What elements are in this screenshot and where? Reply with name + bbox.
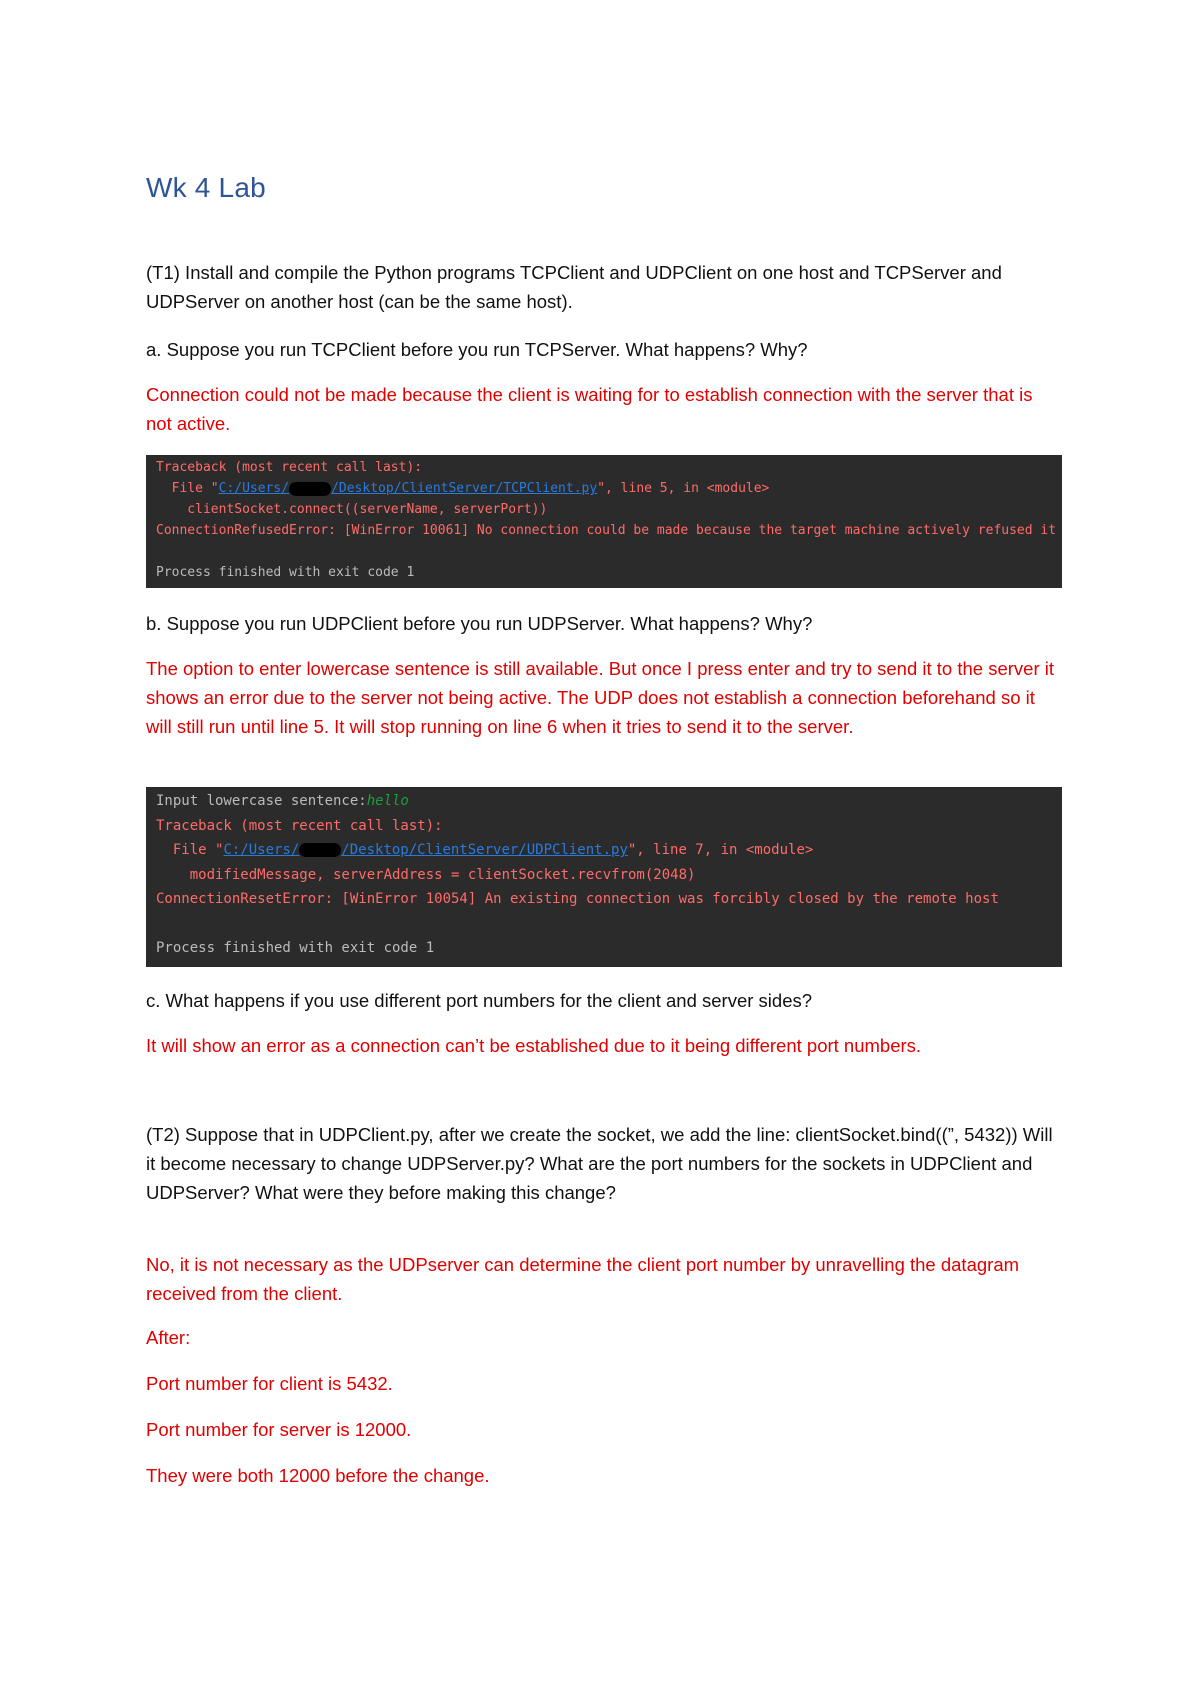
terminal-line: Process finished with exit code 1 xyxy=(156,565,415,580)
terminal-line: Input lowercase sentence:hello xyxy=(156,793,409,809)
terminal-line: ConnectionRefusedError: [WinError 10061] No connection could be made because the target machine actively refused it xyxy=(156,523,1057,538)
t2-client-port: Port number for client is 5432. xyxy=(146,1373,393,1394)
terminal-line: Traceback (most recent call last): xyxy=(156,460,423,475)
terminal-line: Traceback (most recent call last): xyxy=(156,817,443,834)
file-path-link[interactable]: /Desktop/ClientServer/UDPClient.py xyxy=(341,842,628,858)
user-input-text: hello xyxy=(366,793,409,809)
terminal-line: ConnectionResetError: [WinError 10054] An existing connection was forcibly closed by the remote host xyxy=(156,891,999,907)
t1-a-question: a. Suppose you run TCPClient before you run TCPServer. What happens? Why? xyxy=(146,339,808,360)
file-path-link[interactable]: /Desktop/ClientServer/TCPClient.py xyxy=(331,481,598,496)
t2-server-port: Port number for server is 12000. xyxy=(146,1419,412,1440)
t2-answer: No, it is not necessary as the UDPserver can determine the client port number by unravelling the datagram received from the client. xyxy=(146,1254,1020,1304)
t1-a-answer: Connection could not be made because the client is waiting for to establish connection with the server that is not active. xyxy=(146,384,1033,434)
t2-question: (T2) Suppose that in UDPClient.py, after we create the socket, we add the line: clientSocket.bind((”, 5432)) Will it become necessary to change UDPServer.py? What are the port numbers for the sockets in UDPClient and UDPServer? What were they before making this change? xyxy=(146,1124,1053,1203)
terminal-line: clientSocket.connect((serverName, serverPort)) xyxy=(156,502,548,517)
t2-before-change: They were both 12000 before the change. xyxy=(146,1465,490,1486)
terminal-line xyxy=(156,541,1062,562)
t1-c-question: c. What happens if you use different port numbers for the client and server sides? xyxy=(146,990,813,1011)
terminal-output-udp xyxy=(146,787,1062,967)
t1-b-question: b. Suppose you run UDPClient before you run UDPServer. What happens? Why? xyxy=(146,613,813,634)
terminal-line: modifiedMessage, serverAddress = clientSocket.recvfrom(2048) xyxy=(156,866,696,883)
file-path-link[interactable]: C:/Users/ xyxy=(218,481,290,496)
t1-question: (T1) Install and compile the Python programs TCPClient and UDPClient on one host and TCPServer and UDPServer on another host (can be the same host). xyxy=(146,262,1002,312)
t1-b-answer: The option to enter lowercase sentence is still available. But once I press enter and try to send it to the server it shows an error due to the server not being active. The UDP does not establish a connection beforehand so it will still run until line 5. It will stop running on line 6 when it tries to send it to the server. xyxy=(146,658,1055,737)
terminal-output-tcp xyxy=(146,455,1062,588)
terminal-line: File "C:/Users/ /Desktop/ClientServer/TCPClient.py", line 5, in <module> xyxy=(156,481,770,496)
redacted-username xyxy=(289,482,331,496)
redacted-username xyxy=(299,843,341,857)
terminal-line: File "C:/Users/ /Desktop/ClientServer/UDPClient.py", line 7, in <module> xyxy=(156,842,814,858)
terminal-line xyxy=(156,912,1062,937)
file-path-link[interactable]: C:/Users/ xyxy=(223,842,300,858)
document-title: Wk 4 Lab xyxy=(146,172,266,203)
t2-after-label: After: xyxy=(146,1327,191,1348)
terminal-line: Process finished with exit code 1 xyxy=(156,940,435,956)
t1-c-answer: It will show an error as a connection can’t be established due to it being different port numbers. xyxy=(146,1035,922,1056)
